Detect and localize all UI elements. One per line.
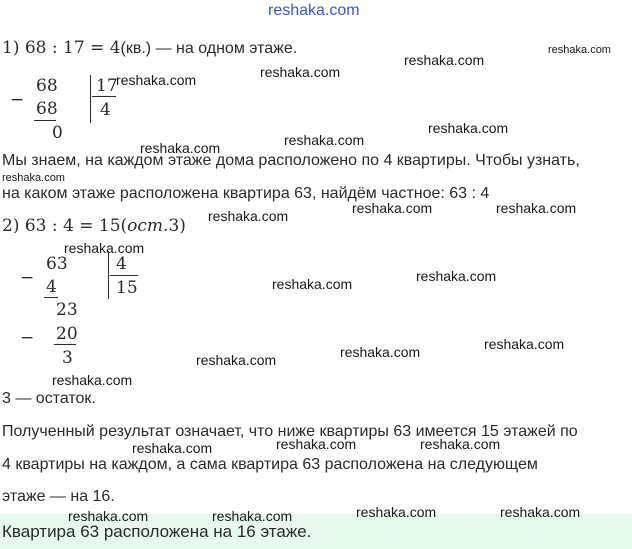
- step2-partial-dividend: 23: [56, 300, 78, 320]
- watermark: reshaka.com: [484, 336, 565, 352]
- step2-division-bar: [108, 251, 109, 299]
- step2-equation-prefix: 2) 63 : 4 = 15(: [2, 216, 128, 236]
- watermark: reshaka.com: [356, 504, 437, 520]
- watermark: reshaka.com: [260, 64, 341, 80]
- paragraph2-line3: этаже — на 16.: [2, 488, 115, 505]
- step2-equation-end: 3): [168, 216, 186, 236]
- remainder-statement: 3 — остаток.: [2, 390, 96, 407]
- step2-dividend: 63: [46, 254, 68, 274]
- step1-subtrahend: 68: [36, 99, 58, 119]
- step1-divisor-line: [92, 96, 116, 97]
- step2-quotient: 15: [116, 278, 138, 298]
- watermark: reshaka.com: [52, 372, 133, 388]
- step2-divisor: 4: [116, 254, 127, 274]
- step2-equation-italic: ост.: [127, 216, 169, 236]
- step2-minus-sign-2: −: [20, 328, 35, 348]
- step2-minus-sign-1: −: [20, 268, 35, 288]
- step2-equation: [2, 216, 186, 236]
- paragraph1-line2: на каком этаже расположена квартира 63, найдём частное: 63 : 4: [2, 185, 490, 202]
- step1-equation-main: 1) 68 : 17 = 4: [2, 38, 121, 58]
- step2-underline-1: [44, 297, 58, 298]
- watermark: reshaka.com: [212, 508, 293, 524]
- watermark: reshaka.com: [132, 440, 213, 456]
- watermark: reshaka.com: [276, 436, 357, 452]
- step1-remainder: 0: [52, 123, 63, 143]
- paragraph1-line1: Мы знаем, на каждом этаже дома расположено по 4 квартиры. Чтобы узнать,: [2, 152, 580, 169]
- watermark: reshaka.com: [196, 352, 277, 368]
- paragraph2-line2: 4 квартиры на каждом, а сама квартира 63 расположена на следующем: [2, 456, 538, 473]
- step2-remainder: 3: [62, 348, 73, 368]
- watermark: reshaka.com: [64, 240, 145, 256]
- answer-text: Квартира 63 расположена на 16 этаже.: [2, 522, 312, 541]
- watermark: reshaka.com: [340, 344, 421, 360]
- step1-equation: [2, 38, 297, 58]
- step1-quotient: 4: [100, 100, 111, 120]
- step1-underline: [34, 120, 56, 121]
- watermark: reshaka.com: [68, 508, 149, 524]
- step2-subtrahend-2: 20: [56, 324, 78, 344]
- step2-divisor-line: [110, 275, 138, 276]
- step2-underline-2: [54, 344, 76, 345]
- paragraph2-line1: Полученный результат означает, что ниже квартиры 63 имеется 15 этажей по: [2, 423, 578, 440]
- step2-subtrahend-1: 4: [46, 277, 57, 297]
- watermark: reshaka.com: [284, 132, 365, 148]
- site-header-link[interactable]: reshaka.com: [268, 2, 360, 19]
- watermark: reshaka.com: [272, 276, 353, 292]
- watermark: reshaka.com: [420, 436, 501, 452]
- watermark: reshaka.com: [416, 268, 497, 284]
- watermark: reshaka.com: [496, 200, 577, 216]
- watermark: reshaka.com: [548, 44, 611, 56]
- watermark: reshaka.com: [2, 172, 65, 184]
- step1-minus-sign: −: [10, 90, 25, 110]
- watermark: reshaka.com: [404, 52, 485, 68]
- watermark: reshaka.com: [208, 208, 289, 224]
- watermark: reshaka.com: [500, 504, 581, 520]
- watermark: reshaka.com: [352, 200, 433, 216]
- watermark: reshaka.com: [428, 120, 509, 136]
- step1-dividend: 68: [36, 76, 58, 96]
- watermark: reshaka.com: [116, 72, 197, 88]
- step1-equation-suffix: (кв.) — на одном этаже.: [120, 40, 298, 57]
- step1-division-bar: [90, 75, 91, 123]
- watermark: reshaka.com: [140, 140, 221, 156]
- step1-divisor: 17: [96, 76, 118, 96]
